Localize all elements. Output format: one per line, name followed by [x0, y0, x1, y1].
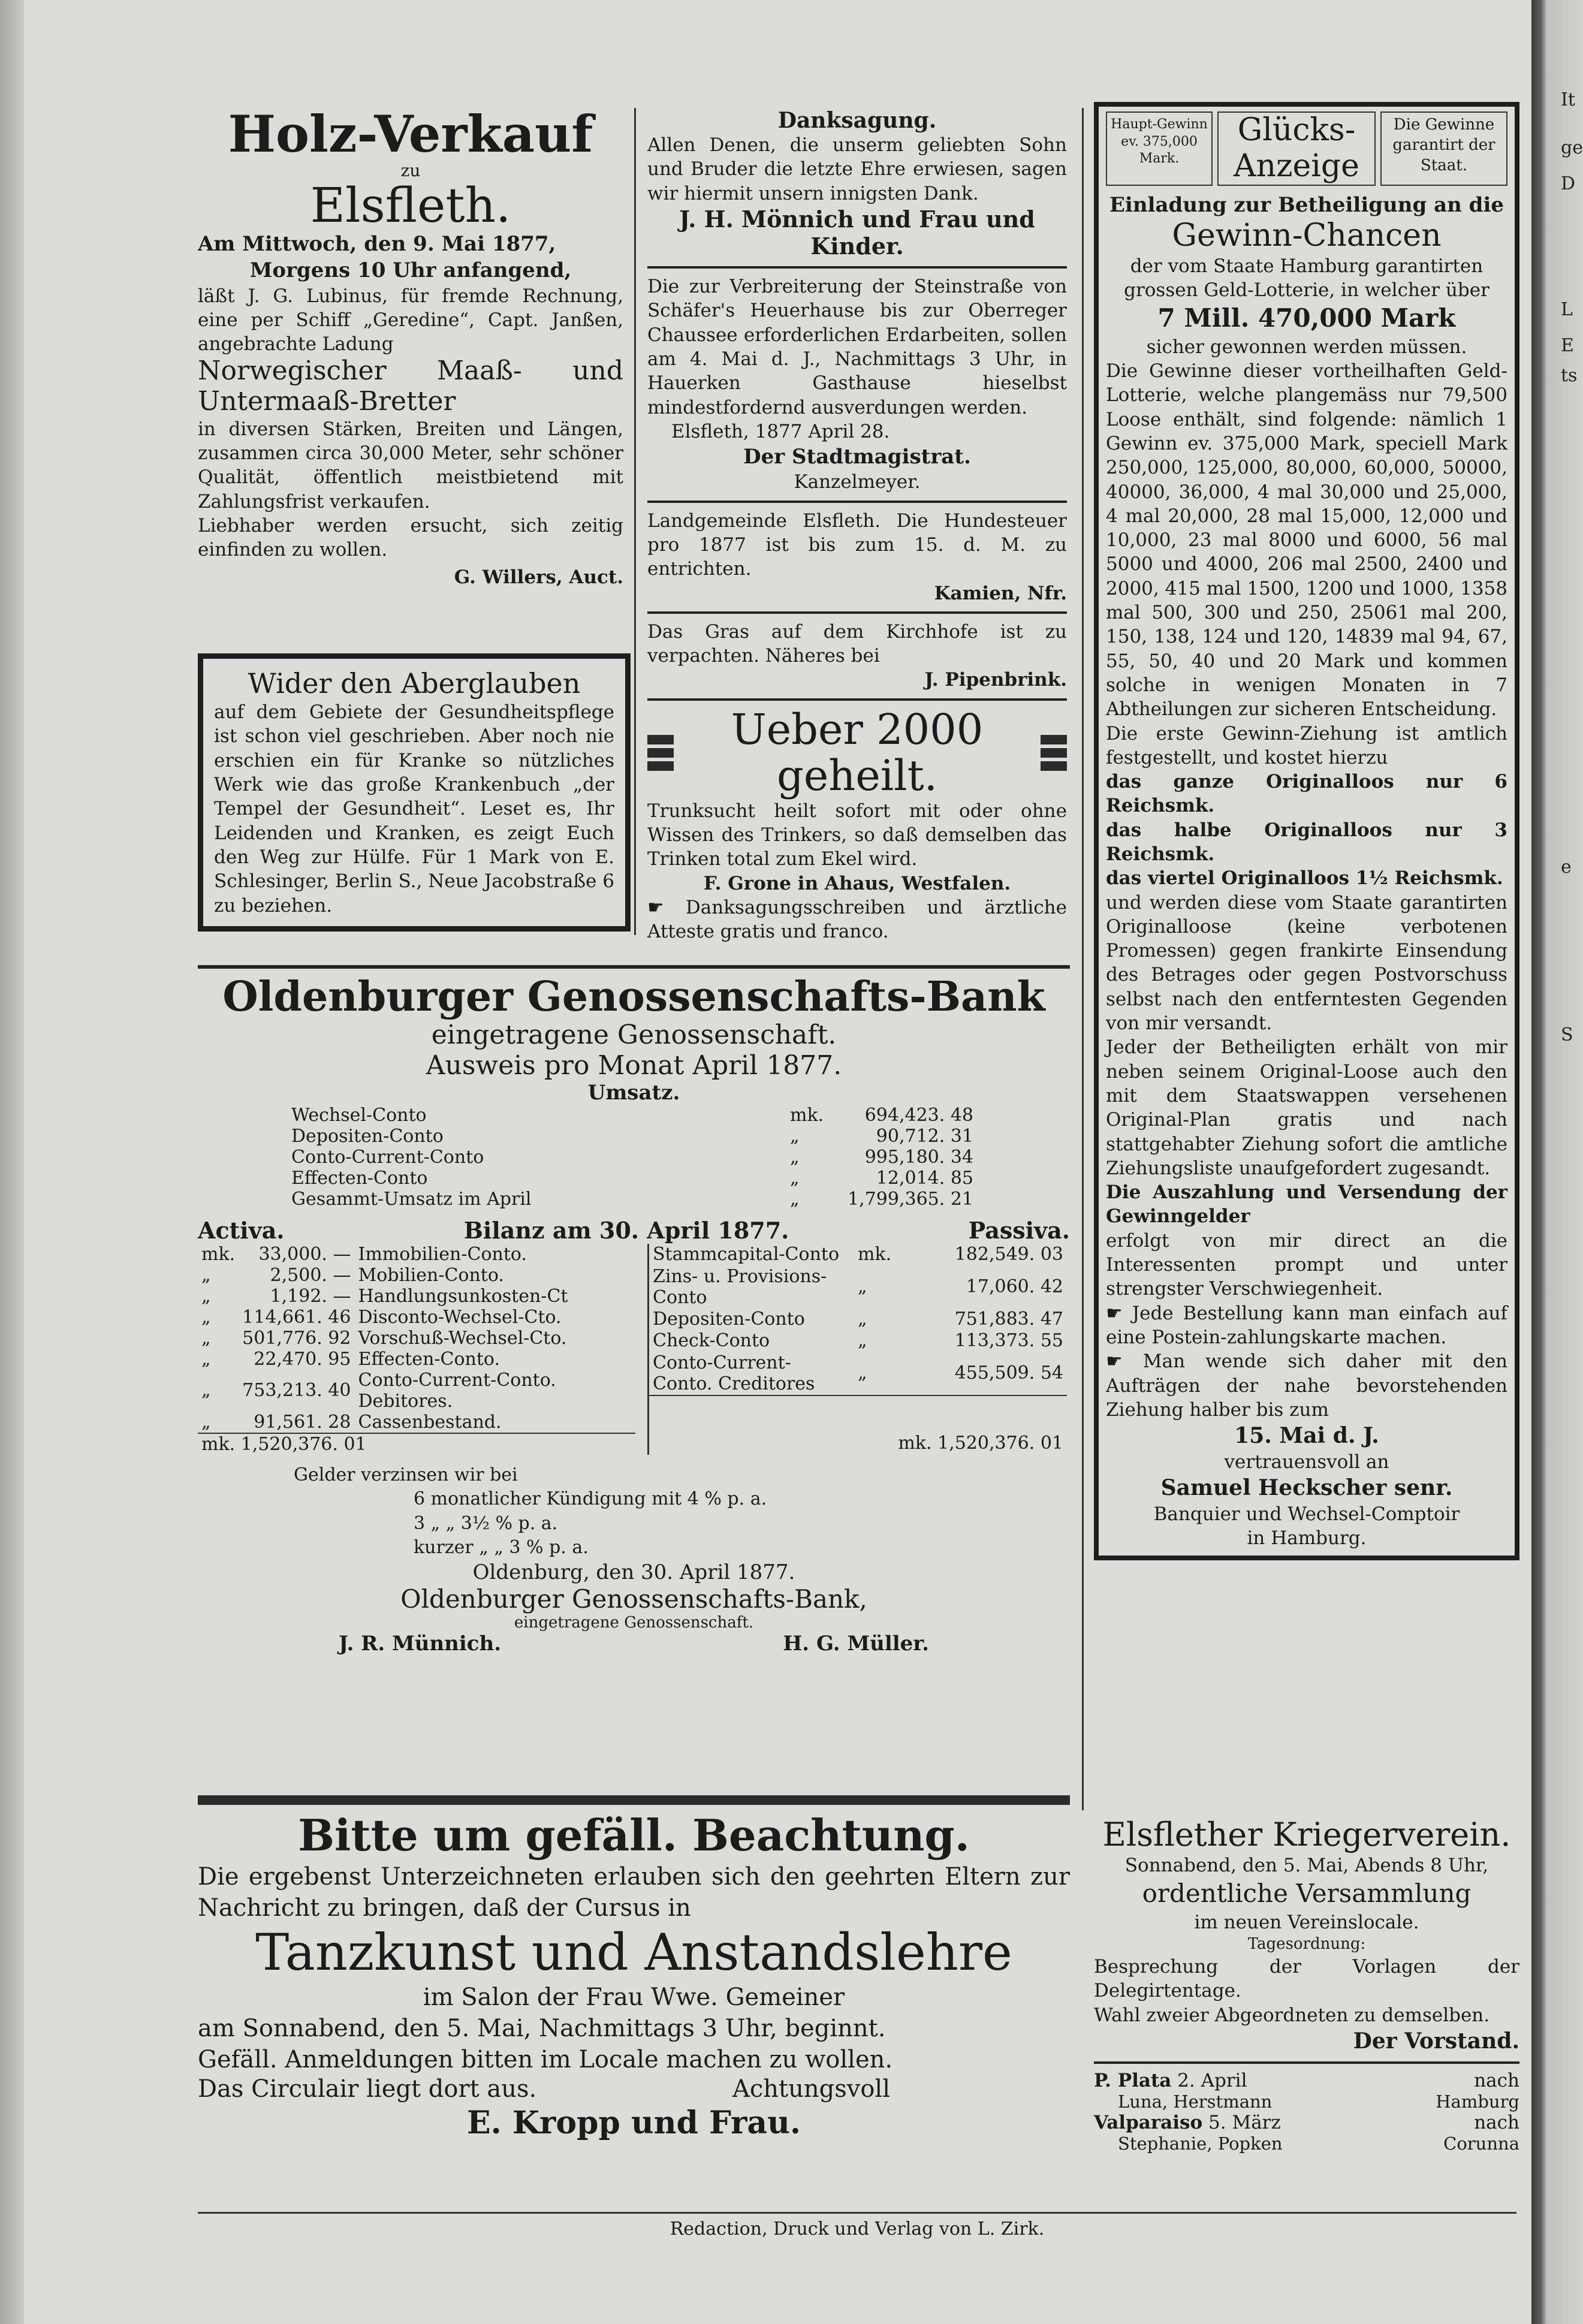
landgemeinde-body: Landgemeinde Elsfleth. Die Hundesteuer pro 1877 ist bis zum 15. d. M. zu entrichten. [647, 510, 1067, 580]
gluecks-header [1106, 111, 1507, 186]
krieger-line: im neuen Vereinslocale. [1194, 1911, 1419, 1933]
holz-signature: G. Willers, Auct. [454, 566, 623, 589]
bitte-closing: Achtungsvoll [732, 2075, 890, 2103]
stadt-name: Kanzelmeyer. [794, 471, 921, 493]
ship-port: P. Plata [1094, 2069, 1172, 2091]
gluecks-body: erfolgt von mir direct an die Interessenten prompt und unter strengster Verschwiegenheit. [1106, 1229, 1507, 1300]
bitte-body: am Sonnabend, den 5. Mai, Nachmittags 3 Uhr, beginnt. [198, 2014, 886, 2042]
holz-body: Liebhaber werden ersucht, sich zeitig einfinden zu wollen. [198, 514, 623, 561]
dank-signature: J. H. Mönnich und Frau und Kinder. [679, 205, 1035, 260]
gluecks-left: Haupt-Gewinn ev. 375,000 Mark. [1106, 111, 1213, 186]
aberglauben-ad [198, 653, 631, 932]
geheilt-title: Ueber 2000 geheilt. [731, 704, 984, 800]
gluecks-deadline: 15. Mai d. J. [1234, 1423, 1379, 1449]
gluecks-note-text: Man wende sich daher mit den Aufträgen der nahe bevorstehenden Ziehung halber bis zum [1106, 1351, 1507, 1421]
bitte-ad [198, 1795, 1070, 2144]
right-page-edge [1531, 0, 1583, 2324]
bitte-body: im Salon der Frau Wwe. Gemeiner [423, 1983, 845, 2011]
bank-statement [198, 959, 1070, 1656]
table-row: Effecten-Conto „ 12,014. 85 [291, 1167, 973, 1189]
imprint: Redaction, Druck und Verlag von L. Zirk. [670, 2218, 1045, 2239]
edge-fragment: ts [1561, 365, 1578, 386]
table-row: Depositen-Conto „ 751,883. 47 [653, 1309, 1063, 1330]
interest-line: 3 „ „ 3½ % p. a. [414, 1512, 558, 1534]
bank-subtitle: eingetragene Genossenschaft. [431, 1019, 837, 1050]
table-row: Stammcapital-Conto mk. 182,549. 03 [653, 1244, 1063, 1265]
table-row-total: mk. 1,520,376. 01 [198, 1433, 635, 1455]
holz-body: in diversen Stärken, Breiten und Längen, zusammen circa 30,000 Meter, sehr schöner Qualität, öffentlich meistbietend mit Zahlungsfrist verkaufen. [198, 418, 623, 513]
footer [198, 2212, 1516, 2239]
gluecks-anzeige-ad [1094, 102, 1519, 1560]
gluecks-price: das halbe Originalloos nur 3 Reichsmk. [1106, 819, 1507, 865]
bank-date: Oldenburg, den 30. April 1877. [472, 1560, 795, 1584]
table-row: Check-Conto „ 113,373. 55 [653, 1330, 1063, 1352]
ship-date: 2. April [1177, 2069, 1247, 2091]
decorative-bars-right [1041, 731, 1067, 774]
ship-direction: nach [1474, 2069, 1519, 2091]
gluecks-note [1106, 1349, 1507, 1422]
ship-destination: Hamburg [1436, 2091, 1519, 2112]
dank-body: Allen Denen, die unserm geliebten Sohn und Bruder die letzte Ehre erwiesen, sagen wir hiermit unsern innigsten Dank. [647, 134, 1067, 204]
gluecks-price: das ganze Originalloos nur 6 Reichsmk. [1106, 771, 1507, 817]
divider-bar [198, 1795, 1070, 1805]
holz-place: Elsfleth. [310, 177, 511, 234]
gluecks-sure: sicher gewonnen werden müssen. [1146, 336, 1467, 358]
ship-direction: nach [1474, 2111, 1519, 2133]
table-row: „ 2,500. — Mobilien-Conto. [201, 1264, 504, 1286]
krieger-title: Elsflether Kriegerverein. [1102, 1816, 1511, 1853]
column-rule [1082, 108, 1084, 1810]
table-row: „ 501,776. 92 Vorschuß-Wechsel-Cto. [201, 1327, 567, 1349]
krieger-agenda: Tagesordnung: [1247, 1935, 1366, 1954]
bank-report-title: Ausweis pro Monat April 1877. [426, 1050, 842, 1081]
passiva-heading: Passiva. [968, 1216, 1070, 1244]
passiva-table [647, 1244, 1067, 1455]
table-row: „ 91,561. 28 Cassenbestand. [201, 1411, 502, 1433]
gluecks-trust: vertrauensvoll an [1224, 1451, 1389, 1473]
gluecks-body: Die erste Gewinn-Ziehung ist amtlich festgestellt, und kostet hierzu [1106, 722, 1507, 768]
gluecks-price: das viertel Originalloos 1½ Reichsmk. [1106, 867, 1503, 890]
activa-table [198, 1244, 635, 1455]
gluecks-heading: Gewinn-Chancen [1172, 217, 1442, 254]
edge-fragment: S [1561, 1024, 1573, 1045]
divider [647, 698, 1067, 701]
edge-fragment: E [1561, 335, 1574, 356]
gluecks-name: Samuel Heckscher senr. [1160, 1475, 1453, 1501]
stadt-body: Die zur Verbreiterung der Steinstraße von Schäfer's Heuerhause bis zur Oberreger Chaussee erforderlichen Erdarbeiten, sollen am 4. Mai d. J., Nachmittags 3 Uhr, in Hauerken Gasthause hieselbst mindestfordernd ausverdungen werden. [647, 276, 1067, 418]
gluecks-right: Die Gewinne garantirt der Staat. [1380, 111, 1507, 186]
krieger-meeting: ordentliche Versammlung [1142, 1879, 1472, 1909]
divider [198, 965, 1070, 969]
holz-verkauf-ad [198, 104, 623, 590]
aberglauben-title: Wider den Aberglauben [248, 667, 581, 700]
geheilt-note [647, 896, 1067, 944]
ship-name: Stephanie, Popken [1118, 2133, 1283, 2154]
interest-line: 6 monatlicher Kündigung mit 4 % p. a. [414, 1488, 767, 1510]
bitte-body: Das Circulair liegt dort aus. [198, 2075, 537, 2103]
krieger-line: Sonnabend, den 5. Mai, Abends 8 Uhr, [1124, 1855, 1489, 1877]
geheilt-note-text: Danksagungsschreiben und ärztliche Atteste gratis und franco. [647, 896, 1067, 943]
gluecks-intro: der vom Staate Hamburg garantirten grossen Geld-Lotterie, in welcher über [1124, 255, 1489, 301]
shipping-list [1094, 2070, 1519, 2154]
interest-rates [294, 1463, 1070, 1560]
divider [1094, 2061, 1519, 2064]
bitte-body: Gefäll. Anmeldungen bitten im Locale machen zu wollen. [198, 2045, 893, 2073]
table-row-total: mk. 1,520,376. 01 [649, 1395, 1068, 1455]
geheilt-header [647, 704, 1067, 800]
danksagung-notice [647, 108, 1067, 944]
edge-fragment: D [1561, 173, 1576, 194]
bilanz-body [198, 1244, 1070, 1455]
ship-destination: Corunna [1443, 2133, 1519, 2154]
interest-intro: Gelder verzinsen wir bei [294, 1464, 518, 1485]
bank-title: Oldenburger Genossenschafts-Bank [222, 973, 1045, 1021]
table-row: Wechsel-Conto mk. 694,423. 48 [291, 1104, 973, 1126]
gras-body: Das Gras auf dem Kirchhofe ist zu verpachten. Näheres bei [647, 620, 1067, 667]
holz-goods: Norwegischer Maaß- und Untermaaß-Bretter [198, 355, 623, 417]
gluecks-body: und werden diese vom Staate garantirten Originalloose (keine verbotenen Promessen) gegen frankirte Einsendung des Betrages oder gegen Postvorschuss selbst nach den entferntesten Gegenden von mir versandt. [1106, 891, 1507, 1035]
bank-signatories [198, 1632, 1070, 1656]
bank-sign-name: Oldenburger Genossenschafts-Bank, [400, 1584, 867, 1614]
holz-date: Am Mittwoch, den 9. Mai 1877, [198, 232, 556, 257]
dank-title: Danksagung. [777, 108, 937, 133]
krieger-item: Wahl zweier Abgeordneten zu demselben. [1094, 2004, 1490, 2026]
list-item [1094, 2070, 1519, 2091]
table-row: „ 753,213. 40 Conto-Current-Conto. Debitores. [201, 1369, 556, 1412]
aberglauben-body: auf dem Gebiete der Gesundheitspflege ist schon viel geschrieben. Aber noch nie erschien ein für Kranke so nützliches Werk wie das große Krankenbuch „der Tempel der Gesundheit“. Leset es, Ihr Leidenden und Kranken, es zeigt Euch den Weg zur Hülfe. Für 1 Mark von E. Schlesinger, Berlin S., Neue Jacobstraße 6 zu beziehen. [214, 701, 614, 917]
gluecks-box [1094, 102, 1519, 1560]
stadt-office: Der Stadtmagistrat. [743, 445, 971, 469]
bitte-title: Bitte um gefäll. Beachtung. [298, 1810, 970, 1861]
table-row: Conto-Current-Conto „ 995,180. 34 [291, 1146, 973, 1168]
geheilt-body: Trunksucht heilt sofort mit oder ohne Wissen des Trinkers, so daß demselben das Trinken total zum Ekel wird. [647, 800, 1067, 870]
table-row: mk. 33,000. — Immobilien-Conto. [201, 1243, 527, 1265]
krieger-item: Besprechung der Vorlagen der Delegirtentage. [1094, 1956, 1519, 2002]
pointing-hand-icon: ☛ [1106, 1302, 1132, 1324]
ship-date: 5. März [1208, 2111, 1281, 2133]
bitte-course: Tanzkunst und Anstandslehre [255, 1923, 1012, 1982]
bilanz-heading-row [198, 1217, 1070, 1244]
umsatz-heading: Umsatz. [587, 1080, 680, 1105]
gluecks-body: Jeder der Betheiligten erhält von mir neben seinem Original-Loose auch den mit dem Staatswappen versehenen Original-Plan gratis und nach stattgehabter Ziehung sofort die amtliche Ziehungsliste unaufgefordert zugesandt. [1106, 1036, 1507, 1179]
ship-port: Valparaiso [1094, 2111, 1203, 2133]
kriegerverein-notice [1094, 1816, 1519, 2154]
table-row: „ 22,470. 95 Effecten-Conto. [201, 1348, 500, 1370]
edge-fragment: It [1561, 89, 1575, 110]
gluecks-million: 7 Mill. 470,000 Mark [1157, 303, 1456, 333]
bank-sign-sub: eingetragene Genossenschaft. [514, 1613, 754, 1632]
holz-body: läßt J. G. Lubinus, für fremde Rechnung, eine per Schiff „Geredine“, Capt. Janßen, angebrachte Ladung [198, 285, 623, 355]
gluecks-invite: Einladung zur Betheiligung an die [1109, 192, 1504, 217]
table-row: Gesammt-Umsatz im April „ 1,799,365. 21 [291, 1188, 973, 1210]
table-row: Conto-Current-Conto. Creditores „ 455,509. 54 [653, 1352, 1063, 1394]
krieger-signature: Der Vorstand. [1353, 2028, 1519, 2054]
interest-line: kurzer „ „ 3 % p. a. [414, 1537, 589, 1559]
gluecks-title: Glücks-Anzeige [1217, 111, 1376, 186]
bitte-closing-row [198, 2075, 1070, 2103]
table-row: „ 1,192. — Handlungsunkosten-Ct [201, 1285, 568, 1307]
signatory: J. R. Münnich. [339, 1631, 502, 1656]
table-row: Depositen-Conto „ 90,712. 31 [291, 1125, 973, 1147]
stadt-date: Elsfleth, 1877 April 28. [671, 420, 890, 442]
column-rule [634, 108, 636, 935]
geheilt-name: F. Grone in Ahaus, Westfalen. [703, 872, 1011, 894]
holz-title: Holz-Verkauf [228, 104, 593, 164]
gluecks-body: Die Gewinne dieser vortheilhaften Geld-Lotterie, welche plangemäss nur 79,500 Loose enthält, sind folgende: nämlich 1 Gewinn ev. 375,000 Mark, speciell Mark 250,000, 125,000, 80,000, 60,000, 50000, 40000, 36,000, 4 mal 30,000 und 25,000, 4 mal 20,000, 28 mal 15,000, 12,000 und 10,000, 23 mal 8000 und 6000, 56 mal 5000 und 4000, 206 mal 2500, 2400 und 2000, 415 mal 1500, 1200 und 1000, 1358 mal 500, 300 und 250, 25061 mal 200, 150, 138, 124 und 120, 14839 mal 94, 67, 55, 50, 40 und 20 Mark und kommen solche in wenigen Monaten in 7 Abtheilungen zur sicheren Entscheidung. [1106, 360, 1507, 721]
bitte-body: Die ergebenst Unterzeichneten erlauben sich den geehrten Eltern zur Nachricht zu bringen, daß der Cursus in [198, 1863, 1070, 1922]
gluecks-city: in Hamburg. [1247, 1527, 1367, 1550]
signatory: H. G. Müller. [783, 1631, 929, 1656]
table-row: Zins- u. Provisions-Conto „ 17,060. 42 [653, 1265, 1063, 1308]
list-item [1094, 2133, 1519, 2154]
bilanz-heading: Bilanz am 30. April 1877. [463, 1216, 789, 1244]
ship-name: Luna, Herstmann [1118, 2091, 1273, 2112]
gras-signature: J. Pipenbrink. [924, 669, 1067, 691]
divider [647, 611, 1067, 614]
edge-fragment: L [1561, 299, 1573, 320]
edge-fragment: ge [1561, 137, 1583, 158]
pointing-hand-icon: ☛ [1106, 1351, 1143, 1373]
gluecks-note-text: Jede Bestellung kann man einfach auf eine Postein-zahlungskarte machen. [1106, 1302, 1507, 1348]
edge-fragment: e [1561, 857, 1572, 878]
gluecks-firm: Banquier und Wechsel-Comptoir [1153, 1503, 1460, 1526]
gluecks-note [1106, 1301, 1507, 1350]
gluecks-payout: Die Auszahlung und Versendung der Gewinngelder [1106, 1181, 1507, 1228]
landgemeinde-signature: Kamien, Nfr. [934, 582, 1067, 604]
divider [647, 266, 1067, 269]
umsatz-table [288, 1105, 977, 1210]
holz-time: Morgens 10 Uhr anfangend, [249, 258, 572, 283]
decorative-bars-left [647, 731, 674, 774]
list-item [1094, 2112, 1519, 2133]
activa-heading: Activa. [198, 1216, 285, 1244]
holz-zu: zu [400, 161, 421, 181]
pointing-hand-icon: ☛ [647, 896, 686, 918]
divider [647, 501, 1067, 503]
bitte-signature: E. Kropp und Frau. [466, 2104, 801, 2141]
table-row: „ 114,661. 46 Disconto-Wechsel-Cto. [201, 1306, 562, 1328]
list-item [1094, 2091, 1519, 2112]
